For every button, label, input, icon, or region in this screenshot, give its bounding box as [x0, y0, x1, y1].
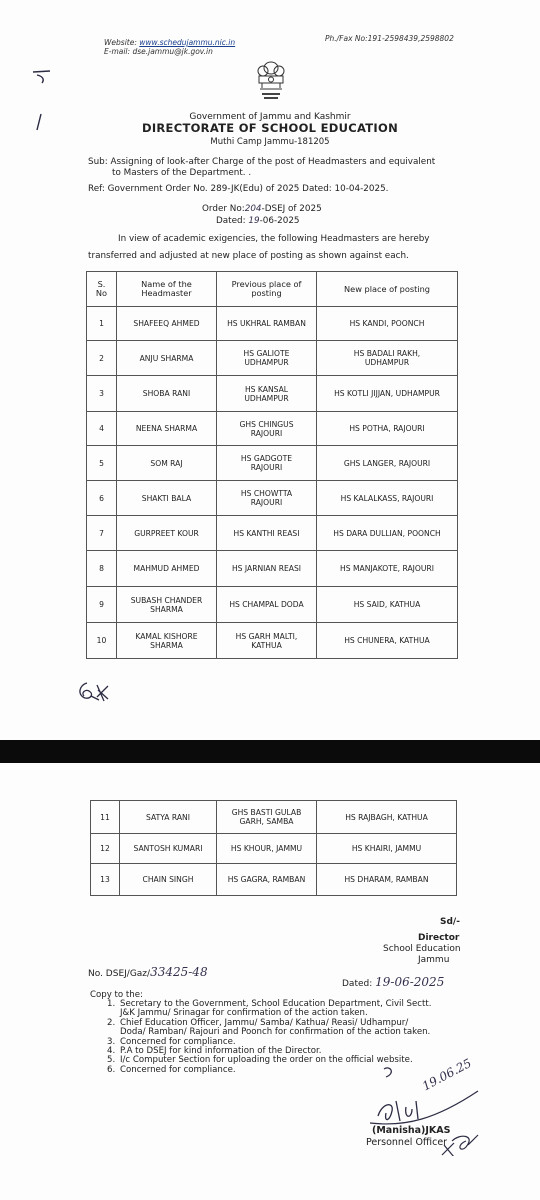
- cell-sno: 10: [87, 623, 117, 659]
- cell-headmaster-name: ANJU SHARMA: [117, 341, 217, 376]
- table-row: [87, 307, 458, 341]
- order-number: Order No:204-DSEJ of 2025: [202, 204, 322, 214]
- table-row: [87, 623, 458, 659]
- table-row: [87, 446, 458, 481]
- cell-new-posting: HS POTHA, RAJOURI: [317, 412, 458, 446]
- cell-sno: 6: [87, 481, 117, 516]
- cell-headmaster-name: SHAKTI BALA: [117, 481, 217, 516]
- director-department: School Education: [383, 944, 461, 954]
- col-header-name: Name of the Headmaster: [117, 272, 217, 307]
- cell-previous-posting: HS KANTHI REASI: [217, 516, 317, 551]
- cell-headmaster-name: GURPREET KOUR: [117, 516, 217, 551]
- endorsement-date-handwritten: 19-06-2025: [375, 975, 445, 989]
- cell-new-posting: HS BADALI RAKH, UDHAMPUR: [317, 341, 458, 376]
- cell-sno: 2: [87, 341, 117, 376]
- order-page-2: [0, 763, 540, 1200]
- cell-previous-posting: HS KHOUR, JAMMU: [217, 834, 317, 864]
- subject-line-1: Sub: Assigning of look-after Charge of the post of Headmasters and equivalent: [88, 157, 436, 167]
- copy-to-item: 5. I/c Computer Section for uploading the order on the official website.: [107, 1055, 413, 1066]
- table-row: [87, 481, 458, 516]
- intro-line-2: transferred and adjusted at new place of posting as shown against each.: [88, 251, 409, 261]
- cell-sno: 9: [87, 587, 117, 623]
- website-line: Website: www.schedujammu.nic.in: [104, 38, 236, 47]
- email-line: E-mail: dse.jammu@jk.gov.in: [104, 47, 213, 56]
- cell-previous-posting: HS GAGRA, RAMBAN: [217, 864, 317, 896]
- cell-sno: 3: [87, 376, 117, 412]
- table-row: [87, 551, 458, 587]
- cell-previous-posting: HS GADGOTE RAJOURI: [217, 446, 317, 481]
- website-link[interactable]: www.schedujammu.nic.in: [139, 38, 236, 47]
- phone-fax: Ph./Fax No:191-2598439,2598802: [325, 34, 454, 43]
- copy-to-item: 4. P.A to DSEJ for kind information of the Director.: [107, 1046, 322, 1057]
- officer-title: Personnel Officer: [366, 1137, 448, 1148]
- director-designation: Director: [418, 933, 460, 943]
- cell-previous-posting: HS GARH MALTI, KATHUA: [217, 623, 317, 659]
- email-address[interactable]: dse.jammu@jk.gov.in: [132, 47, 213, 56]
- cell-headmaster-name: NEENA SHARMA: [117, 412, 217, 446]
- col-header-previous: Previous place of posting: [217, 272, 317, 307]
- table-row: [87, 412, 458, 446]
- national-emblem-icon: [254, 58, 288, 104]
- officer-handwritten-date: 19.06.25: [420, 1055, 474, 1094]
- col-header-sno: S. No: [87, 272, 117, 307]
- col-header-new: New place of posting: [317, 272, 458, 307]
- cell-previous-posting: HS GALIOTE UDHAMPUR: [217, 341, 317, 376]
- order-number-handwritten: 204: [244, 204, 262, 214]
- copy-to-item: Doda/ Ramban/ Rajouri and Poonch for confirmation of the action taken.: [120, 1027, 431, 1038]
- cell-new-posting: HS CHUNERA, KATHUA: [317, 623, 458, 659]
- reference-line: Ref: Government Order No. 289-JK(Edu) of 2025 Dated: 10-04-2025.: [88, 184, 389, 194]
- copy-to-item: J&K Jammu/ Srinagar for confirmation of the action taken.: [120, 1008, 368, 1019]
- cell-sno: 5: [87, 446, 117, 481]
- government-name: Government of Jammu and Kashmir: [189, 112, 351, 122]
- cell-new-posting: HS KHAIRI, JAMMU: [317, 834, 457, 864]
- cell-previous-posting: HS KANSAL UDHAMPUR: [217, 376, 317, 412]
- subject-line-2: to Masters of the Department. .: [112, 168, 252, 178]
- endorsement-date: Dated: 19-06-2025: [342, 975, 445, 989]
- director-place: Jammu: [418, 955, 450, 965]
- initials-mark: [73, 677, 117, 707]
- sd-mark: Sd/-: [440, 917, 460, 927]
- cell-sno: 11: [91, 801, 120, 834]
- table-body: [87, 307, 458, 659]
- intro-line-1: In view of academic exigencies, the following Headmasters are hereby: [118, 234, 430, 244]
- copy-to-item: 3. Concerned for compliance.: [107, 1036, 236, 1047]
- cell-headmaster-name: SATYA RANI: [120, 801, 217, 834]
- cell-sno: 7: [87, 516, 117, 551]
- cell-new-posting: HS KANDI, POONCH: [317, 307, 458, 341]
- cell-headmaster-name: SHOBA RANI: [117, 376, 217, 412]
- directorate-address: Muthi Camp Jammu-181205: [210, 137, 330, 147]
- cell-previous-posting: HS JARNIAN REASI: [217, 551, 317, 587]
- cell-new-posting: HS KOTLI JIJJAN, UDHAMPUR: [317, 376, 458, 412]
- cell-headmaster-name: SHAFEEQ AHMED: [117, 307, 217, 341]
- table-row: [91, 801, 457, 834]
- cell-previous-posting: HS UKHRAL RAMBAN: [217, 307, 317, 341]
- copy-to-item: 2. Chief Education Officer, Jammu/ Samba/ Kathua/ Reasi/ Udhampur/: [107, 1017, 409, 1028]
- page-separator: [0, 740, 540, 763]
- table-body-continued: [91, 801, 457, 896]
- cell-previous-posting: HS CHOWTTA RAJOURI: [217, 481, 317, 516]
- order-date: Dated: 19-06-2025: [216, 216, 300, 226]
- copy-to-heading: Copy to the:: [90, 990, 143, 1000]
- cell-sno: 1: [87, 307, 117, 341]
- cell-new-posting: HS KALALKASS, RAJOURI: [317, 481, 458, 516]
- cell-new-posting: HS SAID, KATHUA: [317, 587, 458, 623]
- transfer-table: [86, 271, 458, 659]
- table-row: [91, 834, 457, 864]
- table-row: [87, 587, 458, 623]
- cell-new-posting: GHS LANGER, RAJOURI: [317, 446, 458, 481]
- cell-previous-posting: HS CHAMPAL DODA: [217, 587, 317, 623]
- table-row: [87, 376, 458, 412]
- cell-sno: 8: [87, 551, 117, 587]
- copy-to-item: 1. Secretary to the Government, School Education Department, Civil Sectt.: [107, 999, 432, 1009]
- table-row: [87, 341, 458, 376]
- cell-sno: 12: [91, 834, 120, 864]
- endorsement-number: No. DSEJ/Gaz/33425-48: [88, 965, 208, 979]
- cell-headmaster-name: CHAIN SINGH: [120, 864, 217, 896]
- cell-headmaster-name: SOM RAJ: [117, 446, 217, 481]
- table-row: [87, 516, 458, 551]
- cell-sno: 13: [91, 864, 120, 896]
- cell-previous-posting: GHS CHINGUS RAJOURI: [217, 412, 317, 446]
- table-row: [91, 864, 457, 896]
- order-date-handwritten: 19: [248, 216, 260, 226]
- copy-to-item: 6. Concerned for compliance.: [107, 1064, 236, 1075]
- transfer-table-continued: [90, 800, 457, 896]
- cell-headmaster-name: SANTOSH KUMARI: [120, 834, 217, 864]
- endorsement-number-handwritten: 33425-48: [150, 965, 208, 979]
- cell-new-posting: HS DHARAM, RAMBAN: [317, 864, 457, 896]
- cell-headmaster-name: MAHMUD AHMED: [117, 551, 217, 587]
- cell-headmaster-name: KAMAL KISHORE SHARMA: [117, 623, 217, 659]
- cell-new-posting: HS DARA DULLIAN, POONCH: [317, 516, 458, 551]
- cell-new-posting: HS MANJAKOTE, RAJOURI: [317, 551, 458, 587]
- officer-name: (Manisha)JKAS: [372, 1125, 451, 1136]
- cell-sno: 4: [87, 412, 117, 446]
- cell-headmaster-name: SUBASH CHANDER SHARMA: [117, 587, 217, 623]
- cell-new-posting: HS RAJBAGH, KATHUA: [317, 801, 457, 834]
- cell-previous-posting: GHS BASTI GULAB GARH, SAMBA: [217, 801, 317, 834]
- table-header-row: [87, 272, 458, 307]
- directorate-title: DIRECTORATE OF SCHOOL EDUCATION: [141, 121, 399, 135]
